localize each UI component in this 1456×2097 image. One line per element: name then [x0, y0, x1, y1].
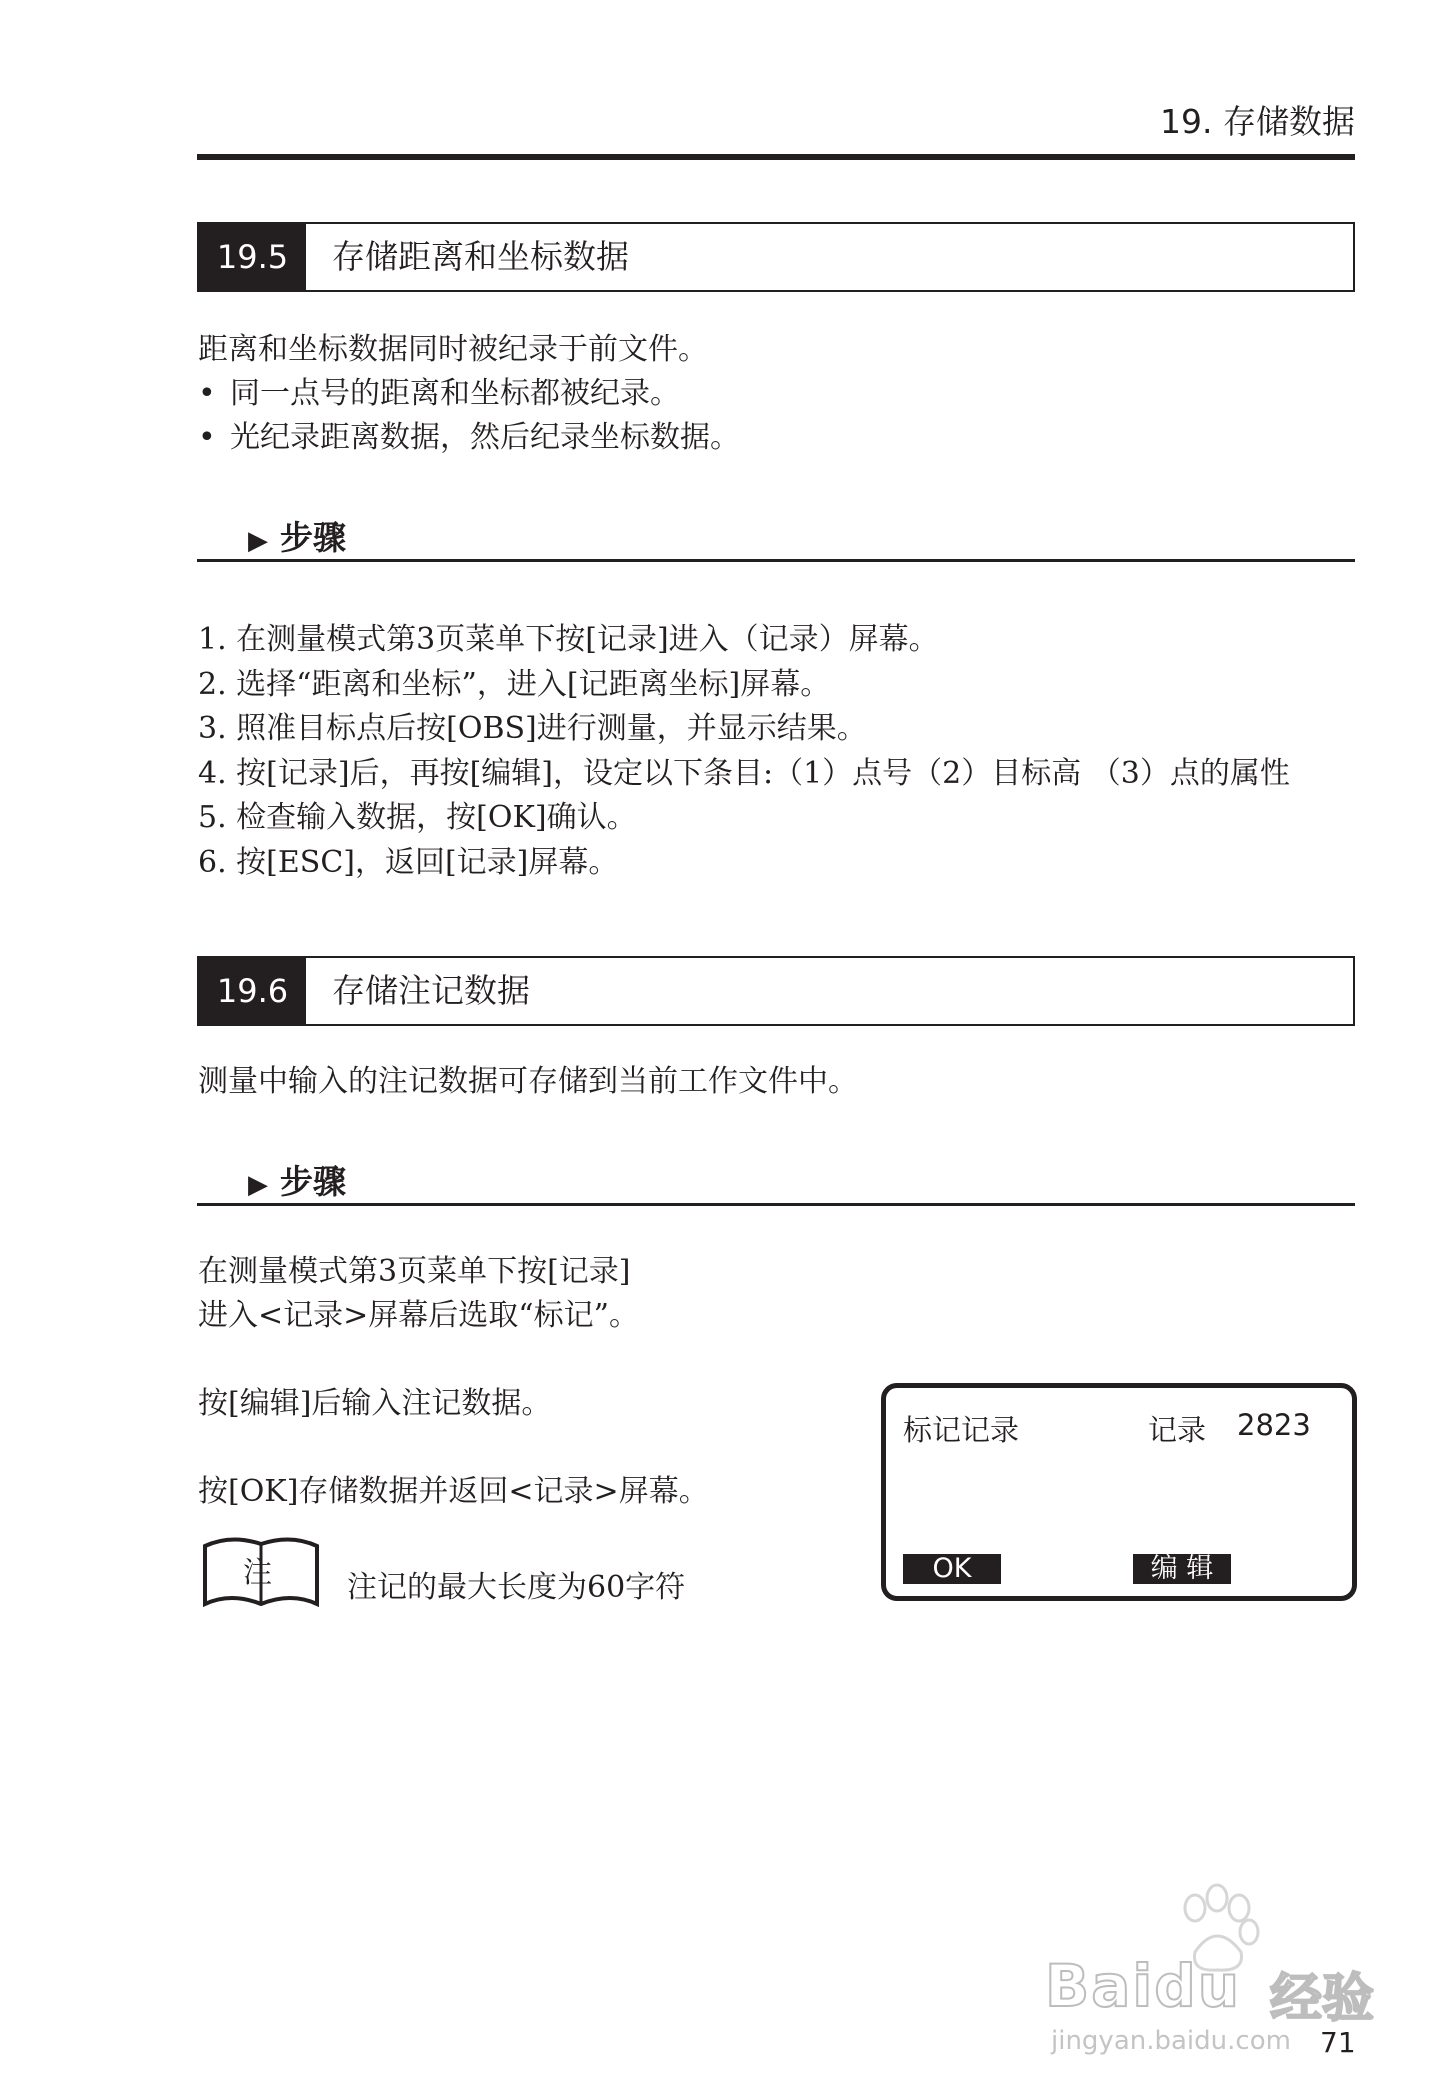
edit-softkey[interactable]: 编 辑: [1133, 1554, 1231, 1584]
record-label: 记录: [1148, 1413, 1207, 1447]
ok-softkey[interactable]: OK: [903, 1554, 1001, 1584]
bullet-item: • 同一点号的距离和坐标都被纪录。: [198, 376, 680, 411]
section-intro: 测量中输入的注记数据可存储到当前工作文件中。: [198, 1064, 858, 1099]
procedure-rule: [197, 559, 1355, 562]
step-item: 5. 检查输入数据，按[OK]确认。: [198, 800, 637, 836]
note-book-icon: [201, 1532, 321, 1612]
watermark-url: jingyan.baidu.com: [1051, 2026, 1291, 2056]
triangle-right-icon: ▶: [248, 526, 268, 556]
watermark-brand: Baidu: [1045, 1952, 1242, 2020]
bullet-item: • 光纪录距离数据，然后纪录坐标数据。: [198, 420, 740, 455]
note-text: 注记的最大长度为60字符: [347, 1570, 686, 1605]
section-heading-19-5: [197, 222, 1355, 292]
bullet-text: 同一点号的距离和坐标都被纪录。: [230, 376, 680, 411]
instruction-line: 进入<记录>屏幕后选取“标记”。: [198, 1298, 639, 1333]
procedure-heading-label: 步骤: [280, 518, 346, 557]
watermark-label: 经验: [1270, 1969, 1375, 2029]
procedure-heading: [248, 1156, 346, 1203]
step-item: 1. 在测量模式第3页菜单下按[记录]进入（记录）屏幕。: [198, 622, 939, 657]
procedure-rule: [197, 1203, 1355, 1206]
procedure-heading: [248, 512, 346, 559]
section-number: 19.5: [199, 224, 306, 290]
running-head: 19. 存储数据: [1160, 102, 1355, 141]
instruction-line: 按[编辑]后输入注记数据。: [198, 1386, 552, 1421]
section-number: 19.6: [199, 958, 306, 1024]
section-title: 存储距离和坐标数据: [332, 237, 629, 276]
instrument-screen: [881, 1383, 1357, 1601]
bullet-text: 光纪录距离数据，然后纪录坐标数据。: [230, 420, 740, 455]
triangle-right-icon: ▶: [248, 1170, 268, 1200]
note-icon-label: 注: [243, 1555, 273, 1589]
section-intro: 距离和坐标数据同时被纪录于前文件。: [198, 332, 708, 367]
procedure-steps: [198, 618, 1290, 886]
section-heading-19-6: [197, 956, 1355, 1026]
record-count: 2823: [1237, 1408, 1311, 1442]
instruction-line: 在测量模式第3页菜单下按[记录]: [198, 1254, 631, 1289]
section-title: 存储注记数据: [332, 971, 530, 1010]
screen-title: 标记记录: [903, 1413, 1020, 1447]
header-rule: [197, 154, 1355, 160]
step-item: 4. 按[记录]后，再按[编辑]，设定以下条目:（1）点号（2）目标高 （3）点的属性: [198, 755, 1290, 791]
instruction-line: 按[OK]存储数据并返回<记录>屏幕。: [198, 1474, 709, 1509]
procedure-heading-label: 步骤: [280, 1162, 346, 1201]
step-item: 2. 选择“距离和坐标”，进入[记距离坐标]屏幕。: [198, 666, 831, 702]
step-item: 6. 按[ESC]，返回[记录]屏幕。: [198, 844, 619, 880]
page-number: 71: [1320, 2026, 1356, 2059]
step-item: 3. 照准目标点后按[OBS]进行测量，并显示结果。: [198, 711, 867, 747]
